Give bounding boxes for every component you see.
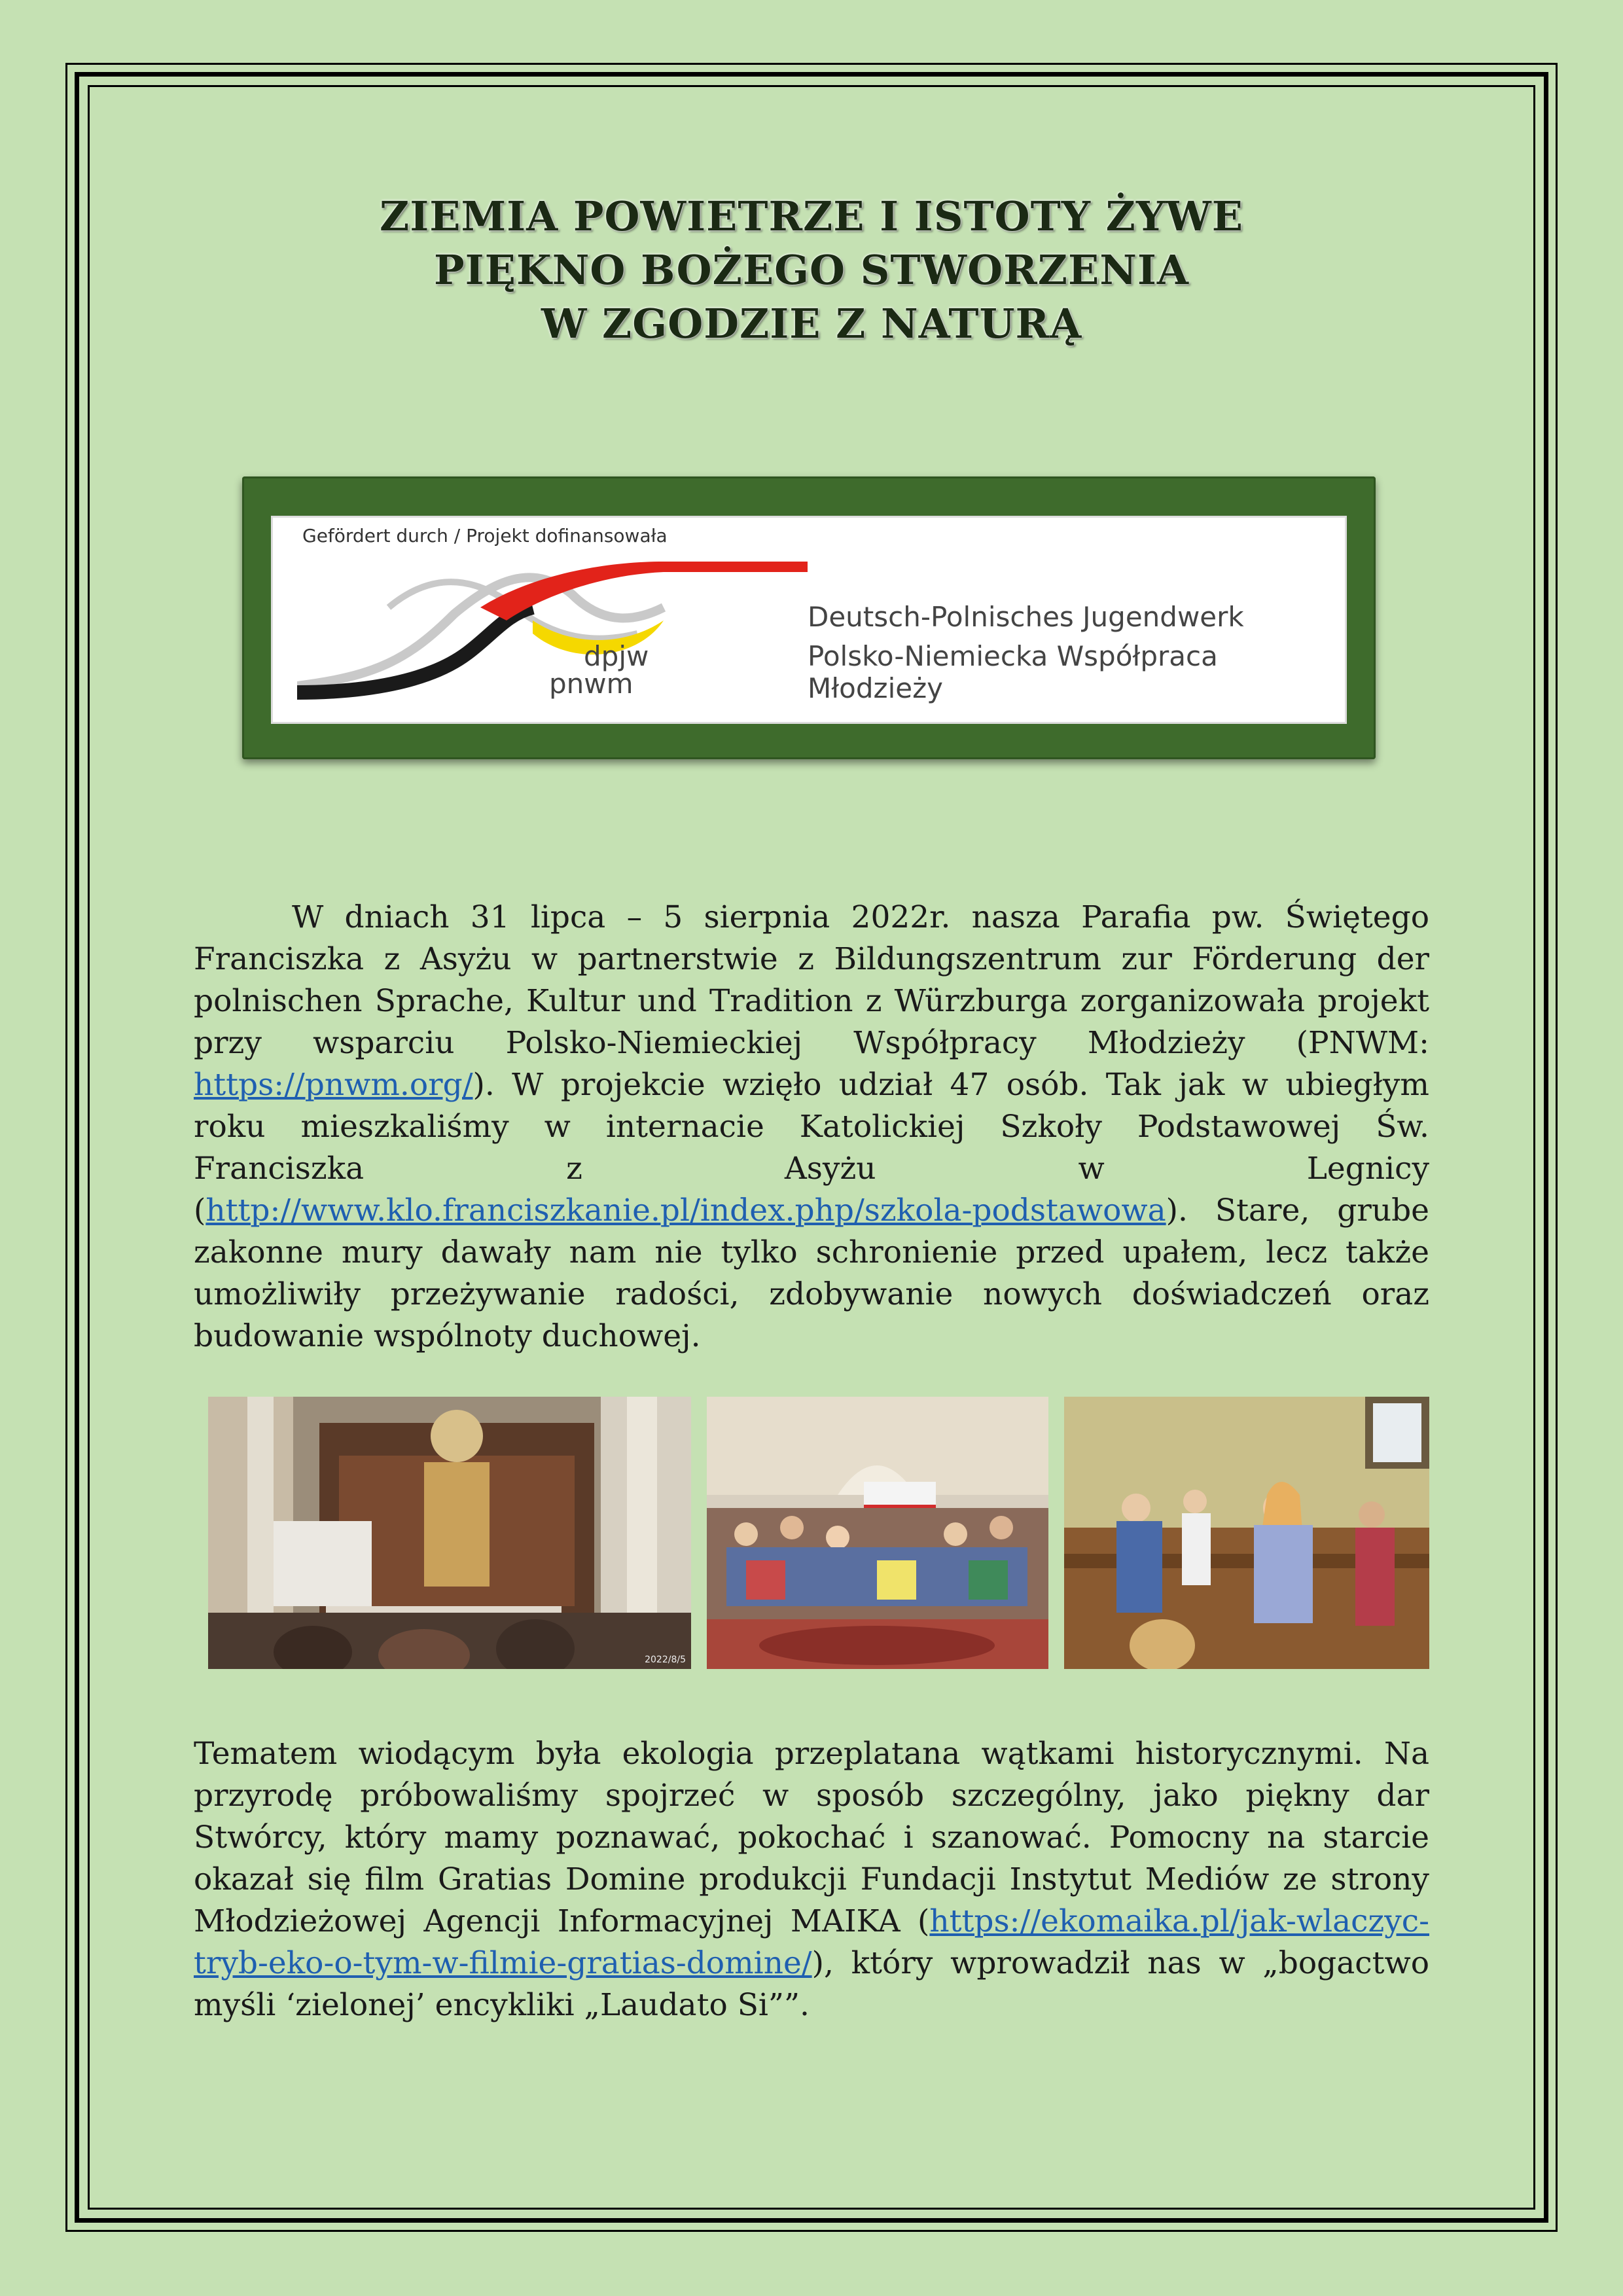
school-link[interactable]: http://www.klo.franciszkanie.pl/index.php/szkola-podstawowa: [205, 1193, 1166, 1229]
logo-name-pl: Polsko-Niemiecka Współpraca Młodzieży: [808, 640, 1218, 704]
intro-text-2: ). W projekcie wzięło udział 47 osób. Tak jak w ubiegłym roku mieszkaliśmy w internacie Katolickiej Szkoły Podstawowej Św. Franciszka z Asyżu w Legnicy (: [194, 1067, 1429, 1229]
theme-text-2: ), który wprowadził nas w „bogactwo myśli ‘zielonej’ encykliki „Laudato Si””.: [194, 1945, 1429, 2023]
group-photo: [707, 1397, 1048, 1669]
logo-name-de: Deutsch-Polnisches Jugendwerk: [808, 601, 1244, 633]
theme-text-1: Tematem wiodącym była ekologia przeplatana wątkami historycznymi. Na przyrodę próbowaliśmy spojrzeć w sposób szczególny, jako piękny dar Stwórcy, który mamy poznawać, pokochać i szanować. Pomocny na starcie okazał się film Gratias Domine produkcji Fundacji Instytut Mediów ze strony Młodzieżowej Agencji Informacyjnej MAIKA (: [194, 1736, 1429, 1939]
page-title: [157, 190, 1466, 351]
title-line-1: ZIEMIA POWIETRZE I ISTOTY ŻYWE: [379, 192, 1243, 240]
dance-workshop-photo: [1064, 1397, 1429, 1669]
photo-date-stamp: 2022/8/5: [645, 1655, 686, 1665]
intro-paragraph: [194, 897, 1429, 1357]
theme-paragraph: [194, 1733, 1429, 2026]
church-interior-photo: [208, 1397, 691, 1669]
title-line-2: PIĘKNO BOŻEGO STWORZENIA: [433, 246, 1190, 294]
sponsor-logo-banner: [242, 476, 1376, 759]
logo-abbr-pl: pnwm: [549, 668, 633, 700]
intro-text-1: W dniach 31 lipca – 5 sierpnia 2022r. nasza Parafia pw. Świętego Franciszka z Asyżu w partnerstwie z Bildungszentrum zur Förderung der polnischen Sprache, Kultur und Tradition z Würzburga zorganizowała projekt przy wsparciu Polsko-Niemieckiej Współpracy Młodzieży (PNWM:: [194, 899, 1429, 1061]
sponsor-logo: [271, 516, 1347, 724]
logo-abbr-de: dpjw: [584, 640, 649, 672]
pnwm-link[interactable]: https://pnwm.org/: [194, 1067, 473, 1103]
ekomaika-link[interactable]: https://ekomaika.pl/jak-wlaczyc-tryb-eko-o-tym-w-filmie-gratias-domine/: [194, 1903, 1429, 1981]
title-line-3: W ZGODZIE Z NATURĄ: [541, 300, 1082, 348]
intro-text-3: ). Stare, grube zakonne mury dawały nam nie tylko schronienie przed upałem, lecz także umożliwiły przeżywanie radości, zdobywanie nowych doświadczeń oraz budowanie wspólnoty duchowej.: [194, 1193, 1429, 1354]
logo-caption: Gefördert durch / Projekt dofinansowała: [302, 525, 668, 547]
